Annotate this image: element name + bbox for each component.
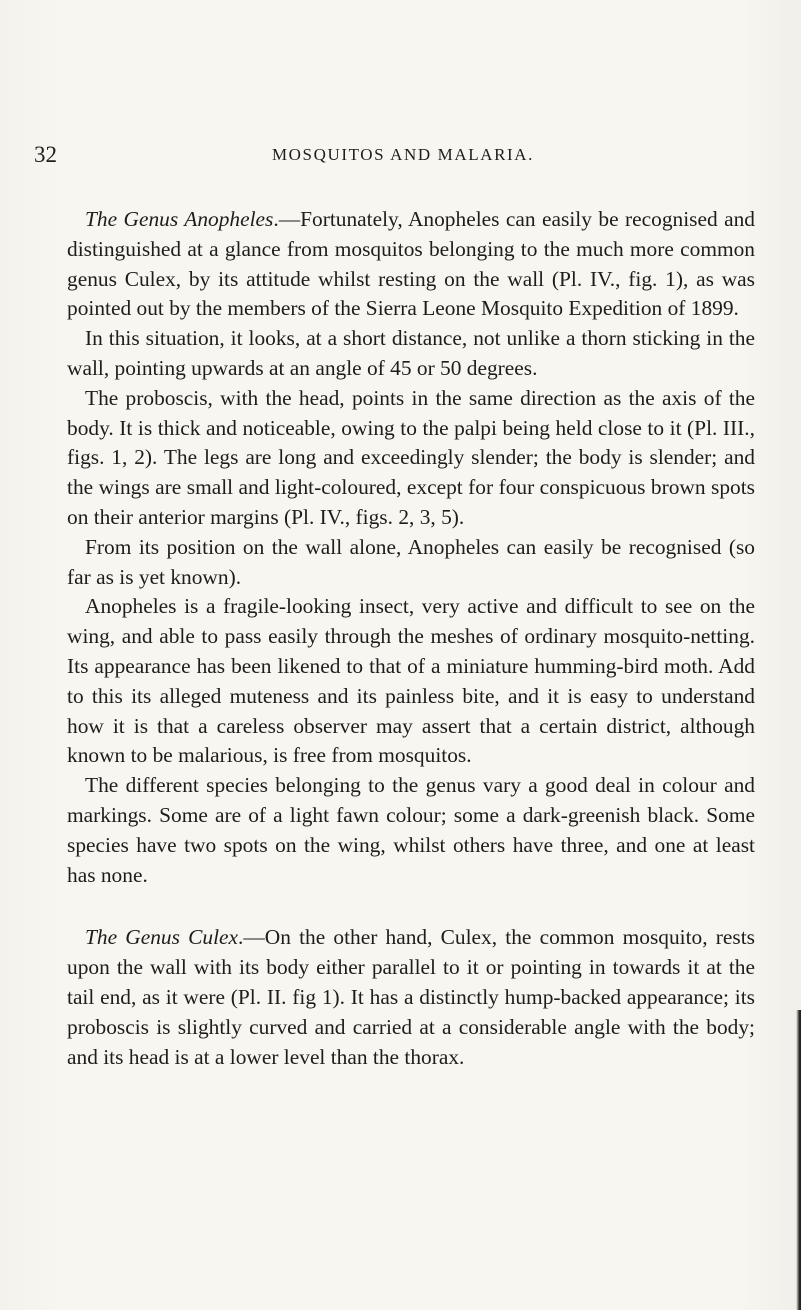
page-header xyxy=(34,142,754,168)
section-divider-space xyxy=(67,890,755,923)
paragraph: The different species belonging to the genus vary a good deal in colour and markings. Some are of a light fawn colour; some a dark-greenish black. Some species have two spots on the wing, whilst others have three, and one at least has none. xyxy=(67,773,755,887)
section-heading-culex: The Genus Culex xyxy=(85,925,239,950)
paragraph: In this situation, it looks, at a short distance, not unlike a thorn sticking in the wall, pointing upwards at an angle of 45 or 50 degrees. xyxy=(67,326,755,380)
paragraph: Anopheles is a fragile-looking insect, very active and difficult to see on the wing, and able to pass easily through the meshes of ordinary mosquito-netting. Its appearance has been likened to that of a miniature humming-bird moth. Add to this its alleged muteness and its painless bite, and it is easy to understand how it is that a careless observer may assert that a certain district, although known to be malarious, is free from mosquitos. xyxy=(67,594,755,768)
paragraph: From its position on the wall alone, Anopheles can easily be recognised (so far as is yet known). xyxy=(67,534,755,589)
anopheles-intro-paragraph: The Genus Anopheles.—Fortunately, Anopheles can easily be recognised and distinguished at a glance from mosquitos belonging to the much more common genus Culex, by its attitude whilst resting on the wall (Pl. IV., fig. 1), as was pointed out by the members of the Sierra Leone Mosquito Expedition of 1899. xyxy=(67,207,755,321)
page-edge-shadow xyxy=(796,1010,801,1310)
running-title: MOSQUITOS AND MALARIA. xyxy=(271,145,535,164)
culex-intro-paragraph: The Genus Culex.—On the other hand, Culex, the common mosquito, rests upon the wall with its body either parallel to it or pointing in towards it at the tail end, as it were (Pl. II. fig 1). It has a distinctly hump-backed appearance; its proboscis is slightly curved and carried at a considerable angle with the body; and its head is at a lower level than the thorax. xyxy=(67,925,755,1069)
page-number: 32 xyxy=(34,142,57,167)
paragraph: The proboscis, with the head, points in the same direction as the axis of the body. It is thick and noticeable, owing to the palpi being held close to it (Pl. III., figs. 1, 2). The legs are long and exceedingly slender; the body is slender; and the wings are small and light-coloured, except for four conspicuous brown spots on their anterior margins (Pl. IV., figs. 2, 3, 5). xyxy=(67,385,755,529)
section-heading-anopheles: The Genus Anopheles xyxy=(85,207,274,231)
body-text xyxy=(67,205,755,1072)
